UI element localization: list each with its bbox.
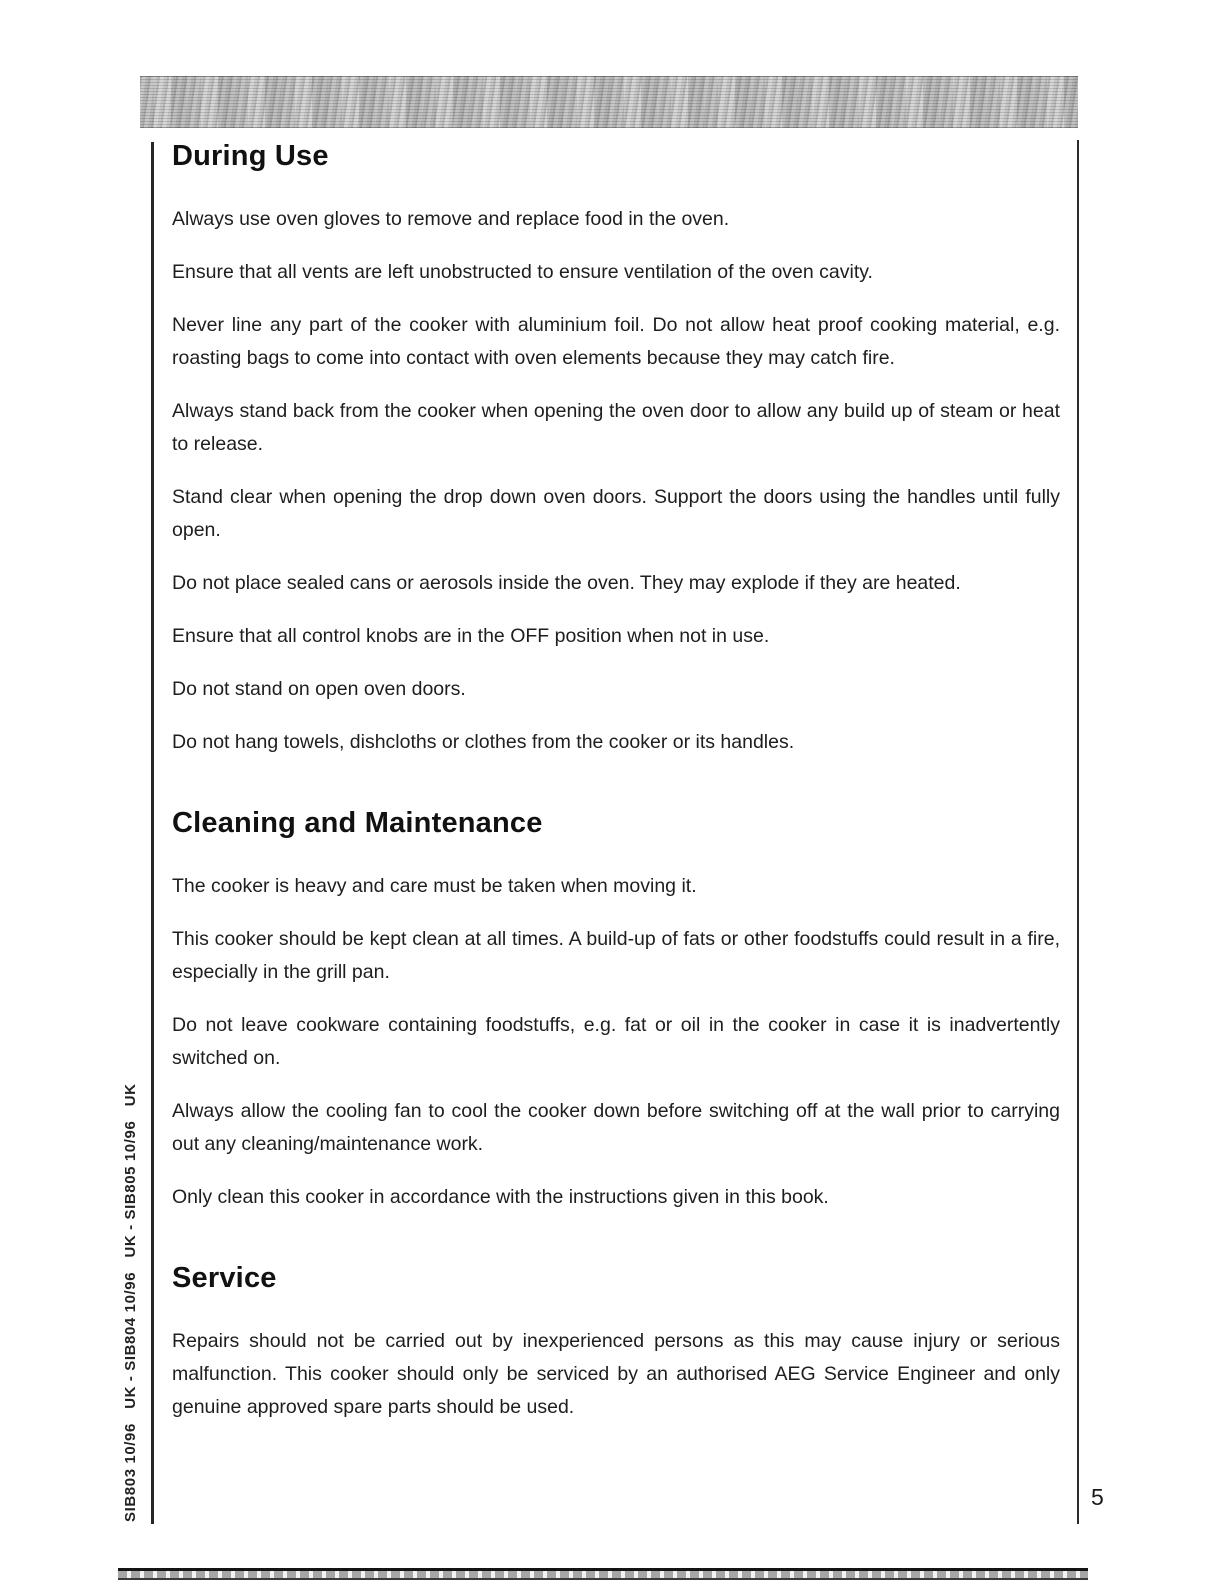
paragraph: Always stand back from the cooker when opening the oven door to allow any build up of steam or heat to release. <box>172 400 1060 455</box>
paragraph: Repairs should not be carried out by inexperienced persons as this may cause injury or serious malfunction. This cooker should only be serviced by an authorised AEG Service Engineer and only genuine approved spare parts should be used. <box>172 1330 1060 1418</box>
paragraph: Always use oven gloves to remove and replace food in the oven. <box>172 208 730 230</box>
section-title-cleaning-and-maintenance: Cleaning and Maintenance <box>172 807 543 839</box>
section-title-during-use: During Use <box>172 140 329 172</box>
page-content <box>172 140 1060 1444</box>
paragraph: Do not stand on open oven doors. <box>172 678 466 700</box>
paragraph: Ensure that all control knobs are in the OFF position when not in use. <box>172 625 770 647</box>
paragraph: The cooker is heavy and care must be taken when moving it. <box>172 875 697 897</box>
paragraph: Do not leave cookware containing foodstuffs, e.g. fat or oil in the cooker in case it is inadvertently switched on. <box>172 1014 1060 1069</box>
paragraph: Do not place sealed cans or aerosols inside the oven. They may explode if they are heated. <box>172 572 961 594</box>
paragraph: This cooker should be kept clean at all times. A build-up of fats or other foodstuffs could result in a fire, especially in the grill pan. <box>172 928 1060 983</box>
paragraph: Never line any part of the cooker with aluminium foil. Do not allow heat proof cooking material, e.g. roasting bags to come into contact with oven elements because they may catch fire. <box>172 314 1060 369</box>
bottom-scan-line <box>118 1568 1088 1580</box>
paragraph: Stand clear when opening the drop down oven doors. Support the doors using the handles until fully open. <box>172 486 1060 541</box>
paragraph: Do not hang towels, dishcloths or clothes from the cooker or its handles. <box>172 731 795 753</box>
sidebar-print-code: SIB803 10/96 UK - SIB804 10/96 UK - SIB805 10/96 UK <box>122 1083 139 1522</box>
section-title-service: Service <box>172 1262 277 1294</box>
paragraph: Only clean this cooker in accordance with the instructions given in this book. <box>172 1186 829 1208</box>
scan-texture-band <box>140 76 1078 128</box>
left-vertical-rule <box>151 142 154 1524</box>
page-number: 5 <box>1091 1484 1104 1510</box>
paragraph: Always allow the cooling fan to cool the cooker down before switching off at the wall prior to carrying out any cleaning/maintenance work. <box>172 1100 1060 1155</box>
paragraph: Ensure that all vents are left unobstructed to ensure ventilation of the oven cavity. <box>172 261 873 283</box>
right-vertical-rule <box>1077 140 1079 1524</box>
